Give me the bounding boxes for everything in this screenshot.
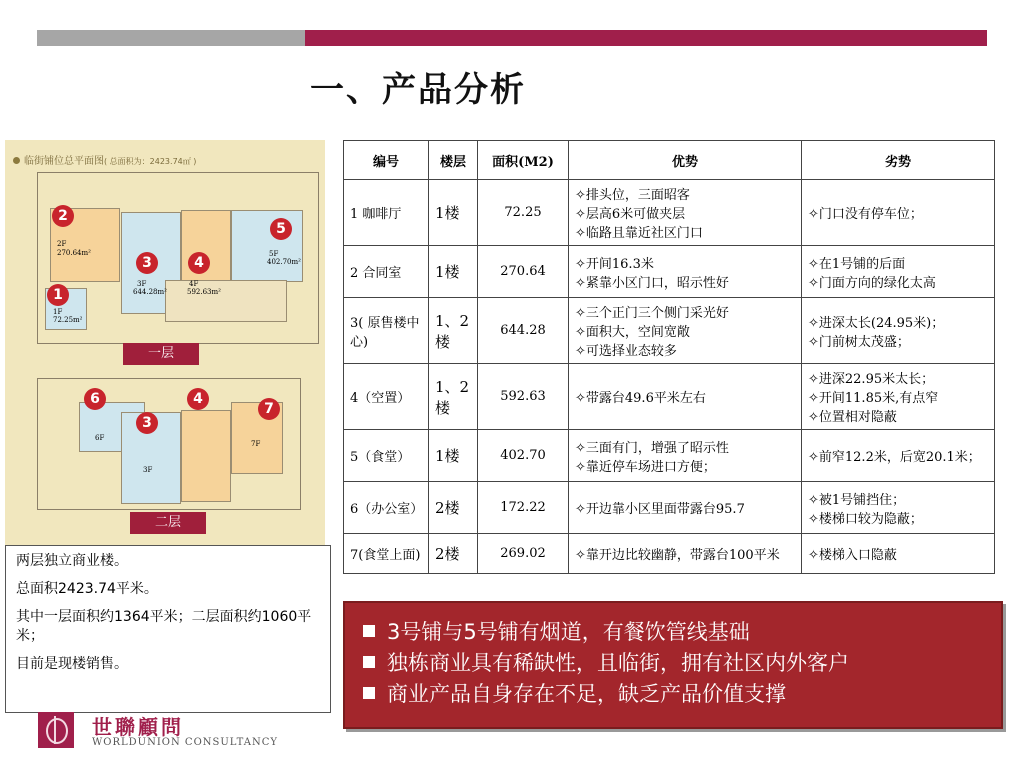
- room-label: 270.64m²: [57, 249, 91, 257]
- pro-item: ✧层高6米可做夹层: [575, 207, 686, 222]
- con-item: ✧开间11.85米,有点窄: [808, 391, 939, 406]
- summary-line: 两层独立商业楼。: [16, 553, 128, 569]
- con-item: ✧被1号铺挡住；: [808, 492, 906, 508]
- room-label: 5F: [269, 250, 279, 258]
- finding-item: [363, 648, 983, 679]
- finding-item: [363, 679, 983, 710]
- room-label: 72.25m²: [53, 316, 83, 324]
- cell-floor: 2楼: [429, 534, 478, 574]
- col-header-pros: 优势: [569, 141, 802, 180]
- pro-item: ✧三面有门，增强了昭示性: [575, 440, 729, 456]
- cell-floor: 1楼: [429, 180, 478, 246]
- cell-area: 270.64: [478, 246, 569, 298]
- cell-id: 5（食堂）: [344, 430, 429, 482]
- summary-line: 其中一层面积约1364平米；二层面积约1060平米；: [16, 609, 312, 644]
- table-row: [344, 430, 995, 482]
- con-item: ✧门前树太茂盛；: [808, 334, 910, 350]
- plan-caption-title: 临街铺位总平面图: [24, 156, 104, 167]
- shop-marker-4: 4: [187, 388, 209, 410]
- con-item: ✧门口没有停车位；: [808, 207, 923, 222]
- room-label: 1F: [53, 308, 63, 316]
- shop-marker-7: 7: [258, 398, 280, 420]
- shop-analysis-table: [343, 140, 995, 574]
- cell-cons: [802, 430, 995, 482]
- cell-cons: [802, 180, 995, 246]
- cell-floor: 1楼: [429, 246, 478, 298]
- con-item: ✧位置相对隐蔽: [808, 410, 897, 425]
- plan-caption-area: ( 总面积为：2423.74㎡ ): [104, 157, 197, 166]
- col-header-cons: 劣势: [802, 141, 995, 180]
- pro-item: ✧可选择业态较多: [575, 344, 677, 359]
- table-row: [344, 246, 995, 298]
- room-label: 3F: [143, 466, 153, 474]
- cell-pros: [569, 534, 802, 574]
- cell-id: 4（空置）: [344, 364, 429, 430]
- shop-marker-3: 3: [136, 412, 158, 434]
- cell-cons: [802, 298, 995, 364]
- pro-item: ✧开间16.3米: [575, 256, 654, 272]
- cell-pros: [569, 364, 802, 430]
- cell-pros: [569, 430, 802, 482]
- pro-item: ✧临路且靠近社区门口: [575, 226, 703, 241]
- pro-item: ✧紧靠小区门口，昭示性好: [575, 275, 729, 291]
- cell-id: 2 合同室: [344, 246, 429, 298]
- con-item: ✧楼梯口较为隐蔽；: [808, 511, 923, 527]
- cell-pros: [569, 180, 802, 246]
- shop-marker-4: 4: [188, 252, 210, 274]
- cell-floor: 2楼: [429, 482, 478, 534]
- shop-marker-5: 5: [270, 218, 292, 240]
- cell-cons: [802, 482, 995, 534]
- con-item: ✧楼梯入口隐蔽: [808, 548, 897, 563]
- cell-floor: 1楼: [429, 430, 478, 482]
- pro-item: ✧面积大，空间宽敞: [575, 325, 690, 340]
- table-row: [344, 298, 995, 364]
- shop-marker-2: 2: [52, 205, 74, 227]
- cell-pros: [569, 298, 802, 364]
- finding-text: 独栋商业具有稀缺性，且临街，拥有社区内外客户: [387, 651, 849, 675]
- cell-floor: 1、2楼: [429, 298, 478, 364]
- page-title: 一、产品分析: [310, 70, 526, 110]
- table-row: [344, 534, 995, 574]
- shop-marker-1: 1: [47, 284, 69, 306]
- floor1-label: 一层: [123, 343, 199, 365]
- cell-area: 402.70: [478, 430, 569, 482]
- room-label: 592.63m²: [187, 288, 221, 296]
- con-item: ✧门面方向的绿化太高: [808, 275, 936, 291]
- cell-id: 3( 原售楼中心): [344, 298, 429, 364]
- room-label: 3F: [137, 280, 147, 288]
- header-bar-grey: [37, 30, 305, 46]
- room-5: [231, 210, 303, 282]
- pro-item: ✧三个正门三个侧门采光好: [575, 306, 729, 321]
- con-item: ✧进深22.95米太长；: [808, 372, 935, 387]
- con-item: ✧在1号铺的后面: [808, 256, 906, 272]
- table-row: [344, 482, 995, 534]
- finding-item: [363, 617, 983, 648]
- cell-cons: [802, 246, 995, 298]
- cell-cons: [802, 364, 995, 430]
- cell-id: 7(食堂上面): [344, 534, 429, 574]
- summary-box: [5, 545, 331, 713]
- cell-pros: [569, 246, 802, 298]
- cell-floor: 1、2楼: [429, 364, 478, 430]
- key-findings-callout: [343, 601, 1003, 729]
- square-bullet-icon: [363, 656, 375, 668]
- company-name-en: WORLDUNION CONSULTANCY: [92, 737, 278, 748]
- summary-line: 总面积2423.74平米。: [16, 581, 158, 597]
- cell-area: 72.25: [478, 180, 569, 246]
- pro-item: ✧靠开边比较幽静，带露台100平米: [575, 548, 780, 563]
- room-label: 7F: [251, 440, 261, 448]
- table-row: [344, 364, 995, 430]
- room-label: 2F: [57, 240, 67, 248]
- pro-item: ✧带露台49.6平米左右: [575, 391, 706, 406]
- floor2-label: 二层: [130, 512, 206, 534]
- room-label: 4F: [189, 280, 199, 288]
- pro-item: ✧开边靠小区里面带露台95.7: [575, 502, 745, 517]
- pro-item: ✧靠近停车场进口方便；: [575, 459, 716, 475]
- room-label: 644.28m²: [133, 288, 167, 296]
- cell-area: 592.63: [478, 364, 569, 430]
- cell-id: 6（办公室）: [344, 482, 429, 534]
- finding-text: 3号铺与5号铺有烟道，有餐饮管线基础: [387, 620, 750, 644]
- plan-caption: [13, 152, 196, 167]
- table-header-row: [344, 141, 995, 180]
- room-4-upper: [181, 410, 231, 502]
- col-header-floor: 楼层: [429, 141, 478, 180]
- company-name-cn: 世聯顧問: [92, 715, 184, 739]
- shop-marker-3: 3: [136, 252, 158, 274]
- table-row: [344, 180, 995, 246]
- con-item: ✧前窄12.2米，后宽20.1米；: [808, 450, 981, 465]
- room-label: 6F: [95, 434, 105, 442]
- square-bullet-icon: [363, 625, 375, 637]
- shop-marker-6: 6: [84, 388, 106, 410]
- header-bar-red: [305, 30, 987, 46]
- floor-plan: [5, 140, 325, 545]
- finding-text: 商业产品自身存在不足，缺乏产品价值支撑: [387, 682, 786, 706]
- col-header-area: 面积(M2): [478, 141, 569, 180]
- bullet-dot-icon: [13, 157, 20, 164]
- cell-area: 644.28: [478, 298, 569, 364]
- square-bullet-icon: [363, 687, 375, 699]
- room-label: 402.70m²: [267, 258, 301, 266]
- cell-id: 1 咖啡厅: [344, 180, 429, 246]
- col-header-id: 编号: [344, 141, 429, 180]
- corridor-1: [165, 280, 287, 322]
- cell-pros: [569, 482, 802, 534]
- cell-area: 172.22: [478, 482, 569, 534]
- company-logo-icon: [38, 712, 74, 748]
- pro-item: ✧排头位，三面昭客: [575, 188, 690, 203]
- cell-area: 269.02: [478, 534, 569, 574]
- summary-line: 目前是现楼销售。: [16, 656, 128, 672]
- cell-cons: [802, 534, 995, 574]
- con-item: ✧进深太长(24.95米)；: [808, 315, 945, 331]
